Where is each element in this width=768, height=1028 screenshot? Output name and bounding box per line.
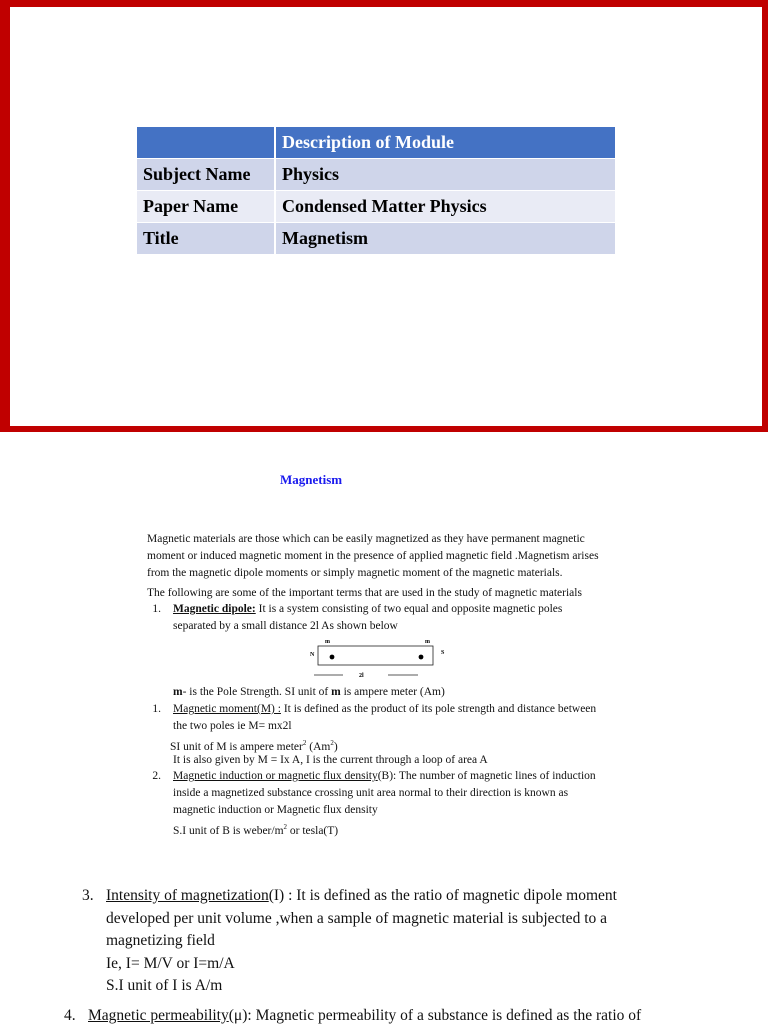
definition-text-cont: developed per unit volume ,when a sample of magnetic material is subjected to a [106, 909, 608, 927]
term-magnetic-dipole: Magnetic dipole: [173, 603, 256, 615]
row-value: Physics [276, 159, 615, 191]
pole-strength-text: - is the Pole Strength. SI unit of [182, 686, 332, 698]
pole-strength-line [173, 684, 445, 701]
term-intensity-of-magnetization: Intensity of magnetization [106, 887, 269, 904]
intro-paragraph: Magnetic materials are those which can be easily magnetized as they have permanent magnetic moment or induced magnetic moment in the presence of applied magnetic field .Magnetism arises from the magnetic dipole moments or simply magnetic moment of the magnetic materials. [147, 533, 599, 579]
definition-text: It is a system consisting of two equal and opposite magnetic poles [255, 603, 563, 615]
table-row [137, 191, 615, 223]
south-pole-label: S [441, 650, 445, 656]
pole-strength-symbol-2: m [331, 686, 341, 698]
document-title: Magnetism [280, 472, 343, 487]
definition-text-cont: the two poles ie M= mx2l [173, 720, 292, 732]
north-pole-label: N [310, 652, 315, 658]
length-label: 2l [359, 673, 364, 679]
superscript: 2 [302, 739, 307, 747]
module-description-table [137, 127, 615, 255]
alternate-formula-line: It is also given by M = Ix A, I is the current through a loop of area A [173, 754, 488, 766]
table-row [137, 223, 615, 255]
si-unit-line [173, 819, 338, 840]
list-number: 1. [152, 603, 161, 615]
si-unit-text-2: or tesla(T) [287, 824, 339, 837]
superscript: 2 [330, 739, 334, 747]
lead-paragraph: The following are some of the important terms that are used in the study of magnetic materials [147, 587, 582, 599]
formula-line: Ie, I= M/V or I=m/A [106, 954, 235, 972]
superscript: 2 [283, 823, 288, 831]
term-magnetic-permeability: Magnetic permeability [88, 1007, 229, 1024]
list-number: 1. [152, 703, 161, 715]
si-unit-text-2: (Am [306, 740, 331, 753]
table-header-cell-1 [137, 127, 276, 159]
table-row [137, 159, 615, 191]
table-header-row [137, 127, 615, 159]
definition-text-cont: inside a magnetized substance crossing unit area normal to their direction is known as [173, 787, 569, 799]
row-value: Magnetism [276, 223, 615, 255]
bar-magnet-outline [318, 646, 433, 665]
si-unit-line: S.I unit of I is A/m [106, 977, 223, 994]
row-label: Title [137, 223, 276, 255]
south-pole-dot [419, 655, 424, 660]
row-value: Condensed Matter Physics [276, 191, 615, 223]
definition-text: It is defined as the product of its pole strength and distance between [280, 703, 597, 715]
definition-text: (I) : It is defined as the ratio of magnetic dipole moment [268, 887, 617, 904]
list-number: 2. [152, 770, 161, 782]
row-label: Paper Name [137, 191, 276, 223]
term-magnetic-induction: Magnetic induction or magnetic flux density [173, 770, 378, 782]
pole-strength-label-right: m [425, 639, 430, 645]
definition-text: (μ): Magnetic permeability of a substance is defined as the ratio of [228, 1007, 642, 1024]
definition-text: (B): The number of magnetic lines of induction [377, 770, 596, 782]
pole-strength-symbol: m [173, 686, 183, 698]
list-number: 4. [64, 1007, 76, 1024]
row-label: Subject Name [137, 159, 276, 191]
definition-text-cont-2: magnetic induction or Magnetic flux density [173, 804, 378, 816]
definition-text-cont: separated by a small distance 2l As shown below [173, 620, 398, 632]
table-header-cell-2: Description of Module [276, 127, 615, 159]
pole-strength-label-left: m [325, 639, 330, 645]
pole-strength-unit: is ampere meter (Am) [340, 686, 445, 698]
si-unit-text: S.I unit of B is weber/m [173, 824, 284, 837]
magnetic-dipole-diagram [300, 636, 460, 680]
si-unit-text-3: ) [333, 740, 338, 753]
north-pole-dot [330, 655, 335, 660]
term-magnetic-moment: Magnetic moment(M) : [173, 703, 281, 715]
definition-text-cont-2: magnetizing field [106, 932, 215, 949]
si-unit-text: SI unit of M is ampere meter [170, 740, 303, 753]
list-number: 3. [82, 887, 94, 904]
